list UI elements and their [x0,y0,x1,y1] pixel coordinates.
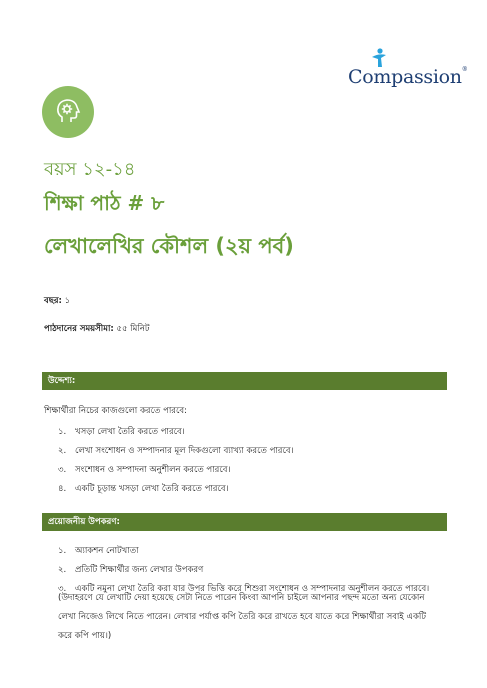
list-item: ১. খসড়া লেখা তৈরি করতে পারবে। [58,427,185,437]
objectives-list [58,425,294,501]
logo-text: Compassion® [348,66,468,88]
list-item: ২. লেখা সংশোধন ও সম্পাদনার মূল দিকগুলো ব্যাখ্যা করতে পারবে। [58,446,294,456]
list-item: ৩. সংশোধন ও সম্পাদনা অনুশীলন করতে পারবে। [58,465,231,475]
materials-heading: প্রয়োজনীয় উপকরণ: [48,517,120,527]
materials-note: (উদাহরণে যে লেখাটি দেয়া হয়েছে সেটা নিতে পারেন কিংবা আপনি চাইলে আপনার পছন্দ মতো অন্য যেকোন লেখা নিজেও লিখে নিতে পারেন। লেখার পর্যাপ্ত কপি তৈরি করে রাখতে হবে যাতে করে শিক্ষার্থীরা সবাই একটি করে কপি পায়।) [58,593,426,641]
year-line [44,294,70,308]
objectives-heading: উদ্দেশ্য: [48,376,76,386]
person-figure-icon [370,48,388,68]
list-item: ৩. একটি নমুনা লেখা তৈরি করা যার উপর ভিত্তি করে শিশুরা সংশোধন ও সম্পাদনার অনুশীলন করতে পারবে। [58,584,430,594]
lesson-title: লেখালেখির কৌশল (২য় পর্ব) [44,234,294,258]
brain-gear-badge [42,86,94,138]
list-item: ২. প্রতিটি শিক্ষার্থীর জন্য লেখার উপকরণ [58,565,204,575]
list-item: ১. অ্যাকশন নোটখাতা [58,546,139,556]
lesson-number: শিক্ষা পাঠ # ৮ [44,191,165,215]
year-value: ১ [64,296,71,306]
time-line [44,322,150,336]
time-label: পাঠদানের সময়সীমা: [44,324,114,334]
objectives-heading-bar [42,372,447,390]
materials-heading-bar [42,513,447,531]
year-label: বছর: [44,296,62,306]
list-item: ৪. একটি চূড়ান্ত খসড়া লেখা তৈরি করতে পারবে। [58,484,229,494]
brain-gear-icon [53,97,83,127]
objectives-intro: শিক্ষার্থীরা নিচের কাজগুলো করতে পারবে: [44,406,187,416]
time-value: ৫৫ মিনিট [116,324,150,334]
age-range: বয়স ১২-১৪ [44,159,136,180]
compassion-logo [344,48,468,90]
